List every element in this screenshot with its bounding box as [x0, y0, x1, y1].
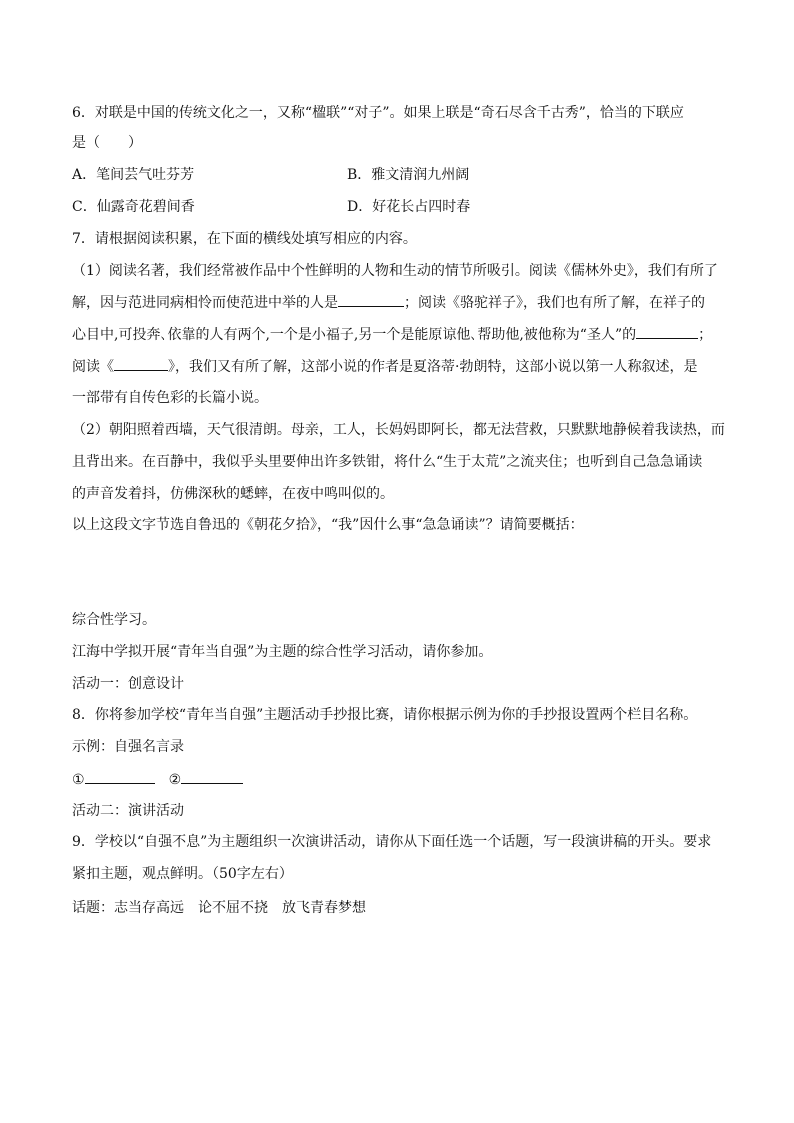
q9-stem-line1: 9．学校以“自强不息”为主题组织一次演讲活动，请你从下面任选一个话题，写一段演讲稿的开头。要求 [72, 834, 712, 850]
q7-part1-line2 [72, 292, 705, 313]
q8-example: 示例：自强名言录 [72, 739, 184, 755]
q8-answer-line [72, 769, 243, 790]
q7-part1-line4 [72, 356, 697, 377]
q7-part1-line1: （1）阅读名著，我们经常被作品中个性鲜明的人物和生动的情节所吸引。阅读《儒林外史》，我们有所了 [72, 263, 718, 279]
q7-part1-line2-text-b: ；阅读《骆驼祥子》，我们也有所了解，在祥子的 [404, 295, 705, 311]
activity-2-title: 活动二：演讲活动 [72, 803, 184, 819]
answer-blank-2[interactable] [181, 769, 243, 784]
activity-1-title: 活动一：创意设计 [72, 676, 184, 692]
q6-stem-line2: 是（ ） [72, 135, 142, 151]
q7-title: 7．请根据阅读积累，在下面的横线处填写相应的内容。 [72, 231, 417, 247]
answer-blank-1[interactable] [85, 769, 155, 784]
q7-part2-line3: 的声音发着抖，仿佛深秋的蟋蟀，在夜中鸣叫似的。 [72, 486, 394, 502]
q7-part1-line2-text-a: 解，因与范进同病相怜而使范进中举的人是 [72, 295, 338, 311]
q9-topics: 话题：志当存高远 论不屈不挠 放飞青春梦想 [72, 900, 366, 916]
q6-stem-line1: 6．对联是中国的传统文化之一，又称“楹联”“对子”。如果上联是“奇石尽含千古秀”，恰当的下联应 [72, 105, 684, 121]
q6-option-b: B．雅文清润九州阔 [347, 167, 470, 183]
q7-part1-line3-text-b: ； [698, 327, 713, 343]
answer-blank-book[interactable] [114, 356, 168, 371]
q7-part1-line4-text-b: 》，我们又有所了解，这部小说的作者是夏洛蒂·勃朗特，这部小说以第一人称叙述，是 [168, 359, 698, 375]
blank-2-label: ② [168, 772, 182, 788]
q7-part1-line3 [72, 324, 712, 345]
q7-part2-line1: （2）朝阳照着西墙，天气很清朗。母亲，工人，长妈妈即阿长，都无法营救，只默默地静候着我读热，而 [72, 422, 725, 438]
q9-stem-line2: 紧扣主题，观点鲜明。（50字左右） [72, 866, 293, 882]
q6-option-d: D．好花长占四时春 [347, 199, 471, 215]
q7-part1-line4-text-a: 阅读《 [72, 359, 114, 375]
q7-part1-line3-text-a: 心目中,可投奔､依靠的人有两个,一个是小福子,另一个是能原谅他､帮助他,被他称为“圣人”的 [72, 327, 637, 343]
q6-option-c: C．仙露奇花碧间香 [72, 199, 195, 215]
q7-part1-line5: 一部带有自传色彩的长篇小说。 [72, 390, 268, 406]
comp-heading: 综合性学习。 [72, 612, 156, 628]
answer-blank-shengren[interactable] [636, 324, 698, 339]
comp-intro: 江海中学拟开展“青年当自强”为主题的综合性学习活动，请你参加。 [72, 644, 493, 660]
q8-stem: 8．你将参加学校“青年当自强”主题活动手抄报比赛，请你根据示例为你的手抄报设置两个栏目名称。 [72, 707, 698, 723]
q7-part2-line2: 且背出来。在百静中，我似乎头里要伸出许多铁钳，将什么“生于太荒”之流夹住；也听到自己急急诵读 [72, 454, 703, 470]
q7-part2-question: 以上这段文字节选自鲁迅的《朝花夕拾》，“我”因什么事“急急诵读”？请简要概括： [72, 517, 584, 533]
answer-blank-rulin[interactable] [338, 292, 404, 307]
blank-1-label: ① [72, 772, 85, 788]
q6-option-a: A．笔间芸气吐芬芳 [72, 167, 195, 183]
